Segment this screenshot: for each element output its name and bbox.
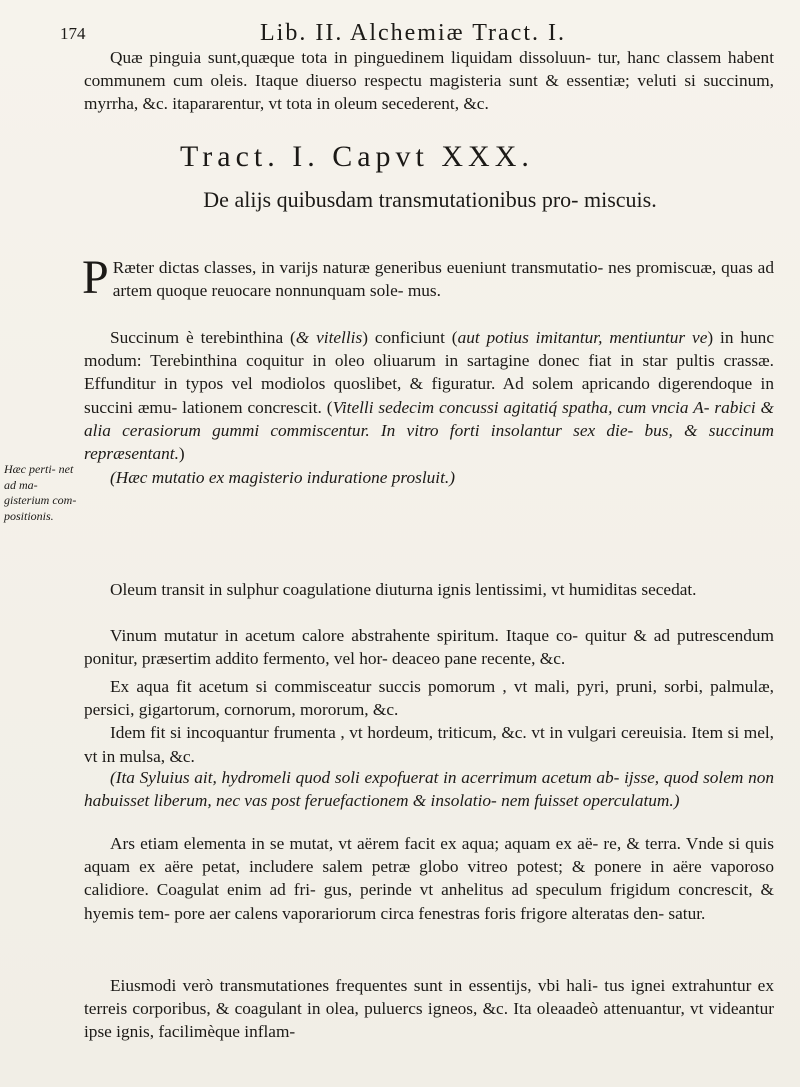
- margin-note: Hæc perti- net ad ma- gisterium com- positionis.: [4, 462, 77, 523]
- running-head: Lib. II. Alchemiæ Tract. I.: [260, 20, 566, 46]
- succinum-text-b: ) conficiunt (: [362, 328, 458, 347]
- paragraph-succinum: [84, 326, 774, 465]
- succinum-text-d: ): [178, 444, 185, 464]
- paragraph-group-acetum: [84, 675, 774, 768]
- paragraph-ita-syluius: (Ita Syluius ait, hydromeli quod soli expofuerat in acerrimum acetum ab- ijsse, quod solem non habuisset liberum, nec vas post feruefactionem & insolatio- nem fuisset operculatum.): [84, 768, 774, 811]
- paragraph-praeter: [82, 251, 774, 304]
- succinum-text-c: ) in hunc modum: Terebinthina coquitur in oleo oliuarum in sartagine donec fiat in star pultis crassæ. Effunditur in typos vel modiolos quoslibet, & figuratur. Ad solem apricando digerendoque in succini æmu- lationem concrescit. (: [84, 328, 774, 417]
- chapter-title: Tract. I. Capvt XXX.: [180, 140, 534, 173]
- page-number: 174: [60, 24, 86, 43]
- succinum-text-a: Succinum è terebinthina (: [110, 328, 296, 347]
- paragraph-praeter-text: Ræter dictas classes, in varijs naturæ generibus eueniunt transmutatio- nes promiscuæ, quas ad artem quoque reuocare nonnunquam sole- mus.: [112, 258, 774, 301]
- paragraph-oleum: Oleum transit in sulphur coagulatione diuturna ignis lentissimi, vt humiditas secedat.: [110, 580, 697, 599]
- chapter-subtitle: De alijs quibusdam transmutationibus pro- miscuis.: [203, 187, 657, 212]
- paragraph-idem: Idem fit si incoquantur frumenta , vt hordeum, triticum, &c. vt in vulgari cereuisia. Item si mel, vt in mulsa, &c.: [84, 723, 774, 766]
- paragraph-vinum: Vinum mutatur in acetum calore abstrahente spiritum. Itaque co- quitur & ad putrescendum ponitur, præsertim addito fermento, vel hor- deaceo pane recente, &c.: [84, 626, 774, 669]
- succinum-italic-c: Vitelli sedecim concussi agitatiq́ spatha, cum vncia A- rabici & alia cerasiorum gummi commiscentur. In vitro forti insolantur sex die- bus, & succinum repræsentant.: [84, 397, 774, 464]
- paragraph-haec: (Hæc mutatio ex magisterio induratione prosluit.): [110, 468, 455, 488]
- paragraph-eiusmodi: Eiusmodi verò transmutationes frequentes sunt in essentijs, vbi hali- tus ignei extrahuntur ex terreis corporibus, & coagulant in olea, puluercs igneos, &c. Ita oleaadeò attenuantur, vt videantur ipse ignis, facilimèque inflam-: [84, 976, 774, 1042]
- drop-cap: P: [82, 251, 109, 304]
- paragraph-intro: Quæ pinguia sunt,quæque tota in pinguedinem liquidam dissoluun- tur, hanc classem habent communem cum oleis. Itaque diuerso respectu magisteria sunt & essentiæ; veluti si succinum, myrrha, &c. itapararentur, vt tota in oleum secederent, &c.: [84, 48, 774, 114]
- paragraph-ars: Ars etiam elementa in se mutat, vt aërem facit ex aqua; aquam ex aë- re, & terra. Vnde si quis aquam ex aëre petat, includere salem petræ globo vitreo potest; & ponere in aëre vaporoso calidiore. Coagulat enim ad fri- gus, perinde vt anhelitus ad speculum frigidum concrescit, & hyemis tem- pore aer calens vaporariorum circa fenestras foris frigore alteratas den- satur.: [84, 834, 774, 923]
- paragraph-group-succinum: [84, 326, 774, 489]
- paragraph-exaqua: Ex aqua fit acetum si commisceatur succis pomorum , vt mali, pyri, pruni, sorbi, palmulæ, persici, gigartorum, cornorum, mororum, &c.: [84, 677, 774, 720]
- succinum-italic-a: & vitellis: [295, 328, 363, 347]
- succinum-italic-b: aut potius imitantur, mentiuntur ve: [457, 328, 708, 347]
